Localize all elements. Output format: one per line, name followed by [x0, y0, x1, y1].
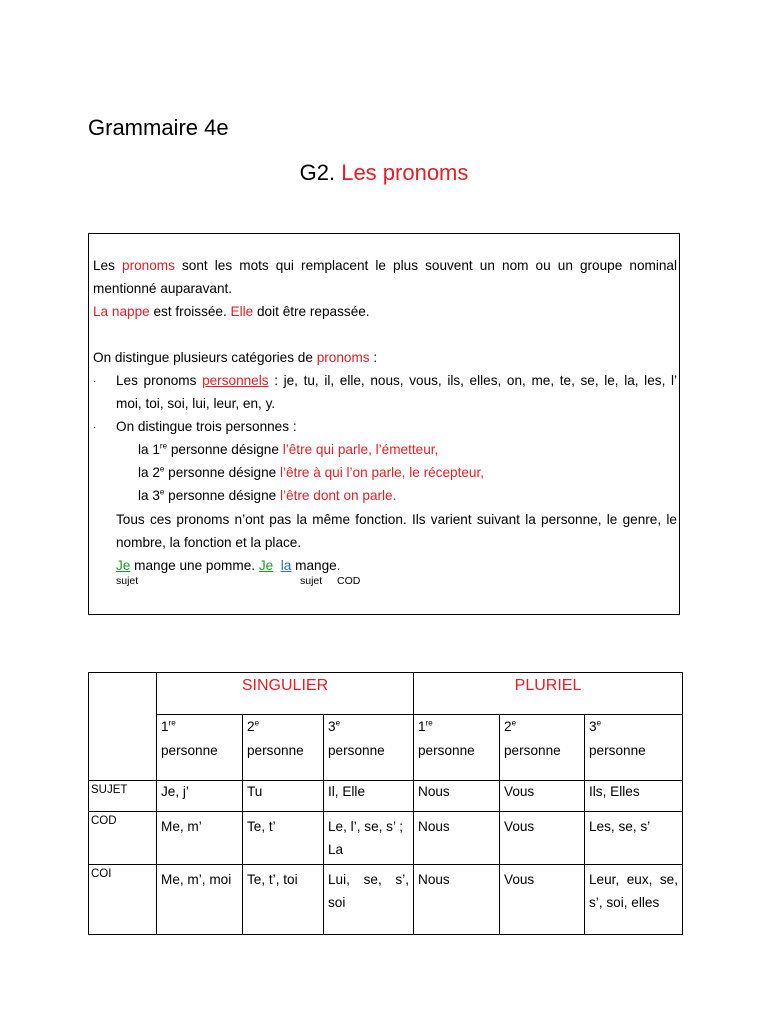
person-line-2: la 2e personne désigne l’être à qui l’on parle, le récepteur,: [138, 464, 485, 480]
function-line-2: nombre, la fonction et la place.: [116, 535, 302, 550]
lesson-name: Les pronoms: [341, 160, 469, 185]
label-cod: COD: [337, 575, 361, 587]
lesson-code: G2.: [299, 160, 336, 185]
definition-line-2: mentionné auparavant.: [93, 281, 233, 296]
table-cell: Tu: [243, 781, 324, 812]
row-label-coi: COI: [89, 865, 157, 935]
table-cell: Les, se, s’: [585, 812, 683, 865]
table-header-row: [89, 673, 683, 715]
table-cell: Vous: [500, 812, 585, 865]
table-cell: Me, m’, moi: [157, 865, 243, 935]
table-row: [89, 781, 683, 812]
table-cell: Vous: [500, 781, 585, 812]
example-sentence-1: La nappe est froissée. Elle doit être repassée.: [93, 304, 370, 319]
person-header: 1re personne: [157, 715, 243, 781]
table-cell: Ils, Elles: [585, 781, 683, 812]
table-cell: Nous: [414, 812, 500, 865]
bullet-three-persons: On distingue trois personnes :: [116, 419, 297, 434]
bullet-dot-icon: ·: [93, 376, 97, 387]
bullet-personal-pronouns-cont: moi, toi, soi, lui, leur, en, y.: [116, 396, 276, 411]
row-label-sujet: SUJET: [89, 781, 157, 812]
bullet-dot-icon: ·: [93, 422, 97, 433]
person-line-1: la 1re personne désigne l’être qui parle, l’émetteur,: [138, 441, 439, 457]
table-corner-cell: [89, 673, 157, 781]
table-row: [89, 812, 683, 865]
bullet-personal-pronouns: Les pronoms personnels : je, tu, il, elle, nous, vous, ils, elles, on, me, te, se, le, la, les, l’: [116, 373, 678, 388]
label-sujet: sujet: [300, 575, 323, 587]
pronoun-table: [88, 672, 683, 935]
table-cell: Le, l’, se, s’ ; La: [324, 812, 414, 865]
categories-intro: On distingue plusieurs catégories de pronoms :: [93, 350, 378, 365]
table-cell: Lui, se, s’, soi: [324, 865, 414, 935]
row-label-cod: COD: [89, 812, 157, 865]
table-cell: Je, j’: [157, 781, 243, 812]
person-line-3: la 3e personne désigne l’être dont on parle.: [138, 487, 397, 503]
course-title: Grammaire 4e: [88, 115, 229, 140]
person-header: 2e personne: [243, 715, 324, 781]
person-header: 1re personne: [414, 715, 500, 781]
label-sujet: sujet: [116, 575, 139, 587]
definition-line-1: Les pronoms sont les mots qui remplacent le plus souvent un nom ou un groupe nominal: [93, 258, 677, 273]
person-header: 2e personne: [500, 715, 585, 781]
person-header: 3e personne: [585, 715, 683, 781]
example-sentence-2: Je mange une pomme. Je la mange.: [116, 558, 341, 573]
definition-box: [88, 233, 680, 615]
header-pluriel: PLURIEL: [414, 673, 683, 715]
header-singulier: SINGULIER: [157, 673, 414, 715]
lesson-title: [0, 158, 768, 188]
table-cell: Nous: [414, 781, 500, 812]
table-cell: Vous: [500, 865, 585, 935]
table-cell: Il, Elle: [324, 781, 414, 812]
function-line-1: Tous ces pronoms n’ont pas la même fonction. Ils varient suivant la personne, le genre, le: [116, 512, 677, 527]
table-person-row: [89, 715, 683, 781]
table-cell: Me, m’: [157, 812, 243, 865]
table-cell: Leur, eux, se, s’, soi, elles: [585, 865, 683, 935]
person-header: 3e personne: [324, 715, 414, 781]
table-cell: Nous: [414, 865, 500, 935]
table-cell: Te, t’: [243, 812, 324, 865]
table-row: [89, 865, 683, 935]
table-cell: Te, t’, toi: [243, 865, 324, 935]
